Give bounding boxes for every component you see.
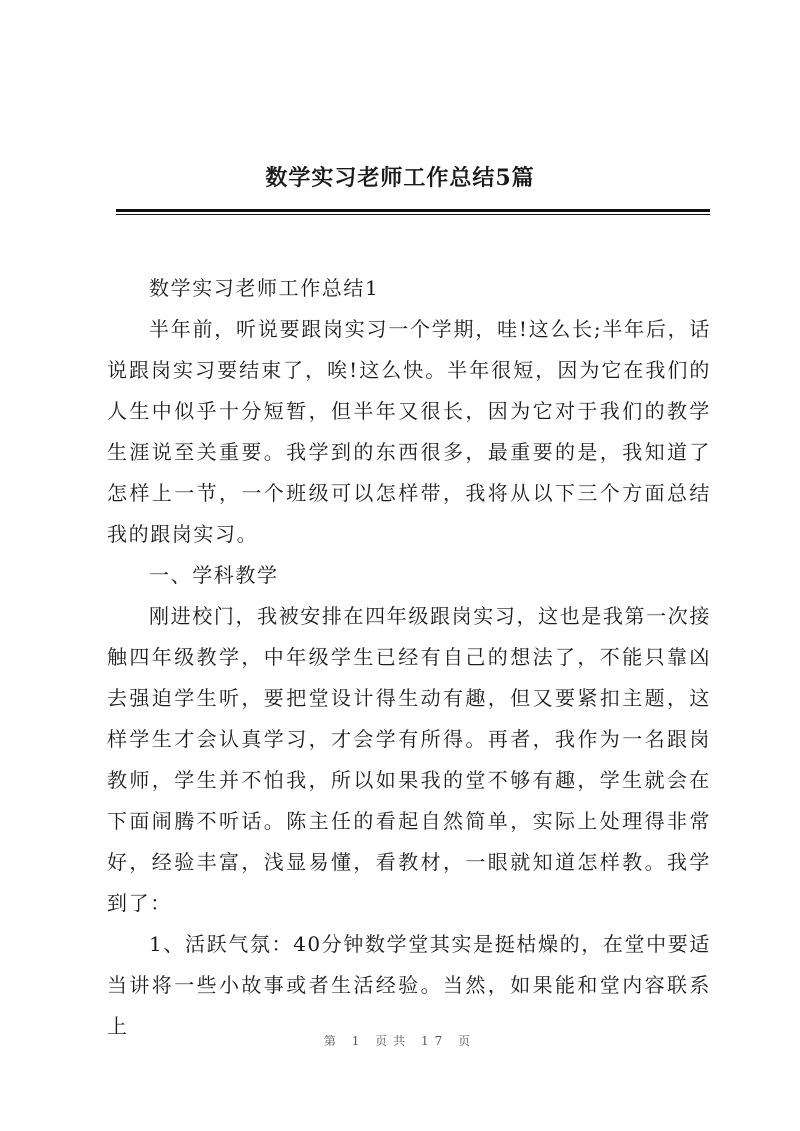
paragraph-subject-teaching: 刚进校门，我被安排在四年级跟岗实习，这也是我第一次接触四年级教学，中年级学生已经有自己的想法了，不能只靠凶去强迫学生听，要把堂设计得生动有趣，但又要紧扣主题，这样学生才会认真学习，才会学有所得。再者，我作为一名跟岗教师，学生并不怕我，所以如果我的堂不够有趣，学生就会在下面闹腾不听话。陈主任的看起自然简单，实际上处理得非常好，经验丰富，浅显易懂，看教材，一眼就知道怎样教。我学到了： (107, 604, 711, 915)
footer-mid: 页共 (375, 1034, 412, 1048)
footer-page-total: 17 (421, 1034, 449, 1048)
document-title: 数学实习老师工作总结5篇 (265, 165, 535, 191)
page-footer (0, 1032, 800, 1049)
document-body (107, 268, 711, 1047)
footer-suffix: 页 (458, 1034, 477, 1048)
footer-prefix: 第 (323, 1034, 342, 1048)
footer-page-current: 1 (351, 1034, 366, 1048)
paragraph-intro: 半年前，听说要跟岗实习一个学期，哇!这么长;半年后，话说跟岗实习要结束了，唉!这么快。半年很短，因为它在我们的人生中似乎十分短暂，但半年又很长，因为它对于我们的教学生涯说至关重要。我学到的东西很多，最重要的是，我知道了怎样上一节，一个班级可以怎样带，我将从以下三个方面总结我的跟岗实习。 (107, 317, 711, 546)
title-underline-thick (116, 209, 710, 212)
section-heading: 数学实习老师工作总结1 (149, 276, 380, 300)
subheading-subject-teaching: 一、学科教学 (149, 563, 279, 587)
title-underline-thin (116, 214, 710, 215)
paragraph-point-1: 1、活跃气氛：40分钟数学堂其实是挺枯燥的，在堂中要适当讲将一些小故事或者生活经验。当然，如果能和堂内容联系上 (107, 932, 711, 1038)
